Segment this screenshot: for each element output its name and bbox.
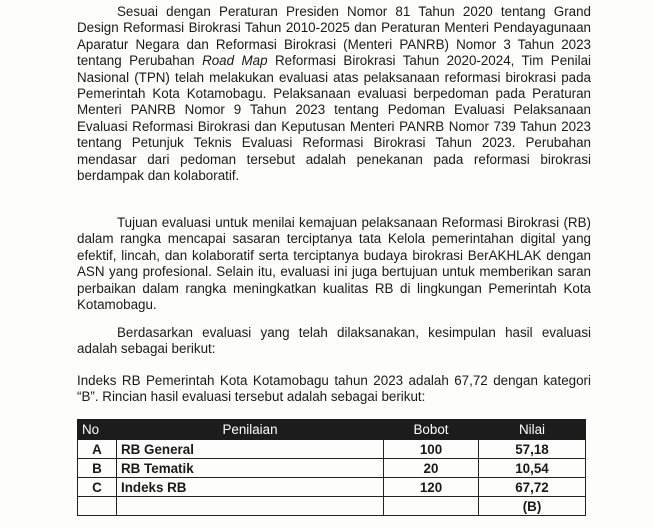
table-header-row xyxy=(78,420,586,440)
text-line: efektif, lincah, dan kolaboratif serta terciptanya budaya birokrasi BerAKHLAK dengan xyxy=(77,247,591,263)
text-line: Evaluasi Reformasi Birokrasi dan Keputusan Menteri PANRB Nomor 739 Tahun 2023 xyxy=(77,118,591,134)
text-line: mendasar dari pedoman tersebut adalah penekanan pada reformasi birokrasi xyxy=(77,151,591,167)
cell-bobot: 120 xyxy=(384,478,479,497)
text-line: Design Reformasi Birokrasi Tahun 2010-2025 dan Peraturan Menteri Pendayagunaan xyxy=(77,20,591,36)
cell-penilaian xyxy=(117,497,384,516)
cell-no xyxy=(78,497,117,516)
cell-no: A xyxy=(78,440,117,459)
cell-bobot xyxy=(384,497,479,516)
cell-penilaian: RB General xyxy=(117,440,384,459)
header-no: No xyxy=(78,420,117,440)
text-line: dalam rangka mencapai sasaran terciptanya tata Kelola pemerintahan digital yang xyxy=(77,231,591,247)
paragraph-intro xyxy=(77,4,591,184)
cell-nilai: (B) xyxy=(479,497,586,516)
text-line: “B”. Rincian hasil evaluasi tersebut adalah sebagai berikut: xyxy=(77,389,426,405)
text-line: tentang Petunjuk Teknis Evaluasi Reformasi Birokrasi Tahun 2023. Perubahan xyxy=(77,135,591,151)
text-line: Sesuai dengan Peraturan Presiden Nomor 81 Tahun 2020 tentang Grand xyxy=(117,4,591,19)
text-line: adalah sebagai berikut: xyxy=(77,341,216,357)
cell-bobot: 100 xyxy=(384,440,479,459)
header-penilaian: Penilaian xyxy=(117,420,384,440)
table-row xyxy=(78,459,586,478)
cell-nilai: 57,18 xyxy=(479,440,586,459)
text-line: ASN yang profesional. Selain itu, evaluasi ini juga bertujuan untuk memberikan saran xyxy=(77,264,591,280)
table-row xyxy=(78,497,586,516)
table-row xyxy=(78,440,586,459)
text-line: Menteri PANRB Nomor 9 Tahun 2023 tentang Pedoman Evaluasi Pelaksanaan xyxy=(77,102,591,118)
text-line: Kotamobagu. xyxy=(77,297,157,313)
cell-bobot: 20 xyxy=(384,459,479,478)
text-line: Pemerintah Kota Kotamobagu. Pelaksanaan evaluasi berpedoman pada Peraturan xyxy=(77,86,591,102)
text-line: perbaikan dalam rangka meningkatkan kualitas RB di lingkungan Pemerintah Kota xyxy=(77,280,591,296)
cell-nilai: 67,72 xyxy=(479,478,586,497)
paragraph-tujuan xyxy=(77,215,591,313)
text-line: Aparatur Negara dan Reformasi Birokrasi (Menteri PANRB) Nomor 3 Tahun 2023 xyxy=(77,36,591,52)
italic-term: Road Map xyxy=(202,53,268,69)
cell-penilaian: RB Tematik xyxy=(117,459,384,478)
cell-penilaian: Indeks RB xyxy=(117,478,384,497)
text-line: berdampak dan kolaboratif. xyxy=(77,168,240,184)
paragraph-indeks xyxy=(77,373,591,406)
header-bobot: Bobot xyxy=(384,420,479,440)
text-line: Berdasarkan evaluasi yang telah dilaksanakan, kesimpulan hasil evaluasi xyxy=(117,325,591,340)
text-line: Nasional (TPN) telah melakukan evaluasi atas pelaksanaan reformasi birokrasi pada xyxy=(77,69,591,85)
text-line: Indeks RB Pemerintah Kota Kotamobagu tahun 2023 adalah 67,72 dengan kategori xyxy=(77,373,591,388)
header-nilai: Nilai xyxy=(479,420,586,440)
paragraph-kesimpulan xyxy=(77,325,591,358)
cell-nilai: 10,54 xyxy=(479,459,586,478)
table-row xyxy=(78,478,586,497)
cell-no: C xyxy=(78,478,117,497)
text-line: Tujuan evaluasi untuk menilai kemajuan pelaksanaan Reformasi Birokrasi (RB) xyxy=(117,215,591,230)
text-line-road-map: tentang Perubahan Road Map Reformasi Birokrasi Tahun 2020-2024, Tim Penilai xyxy=(77,53,591,69)
cell-no: B xyxy=(78,459,117,478)
evaluation-table xyxy=(77,419,586,516)
